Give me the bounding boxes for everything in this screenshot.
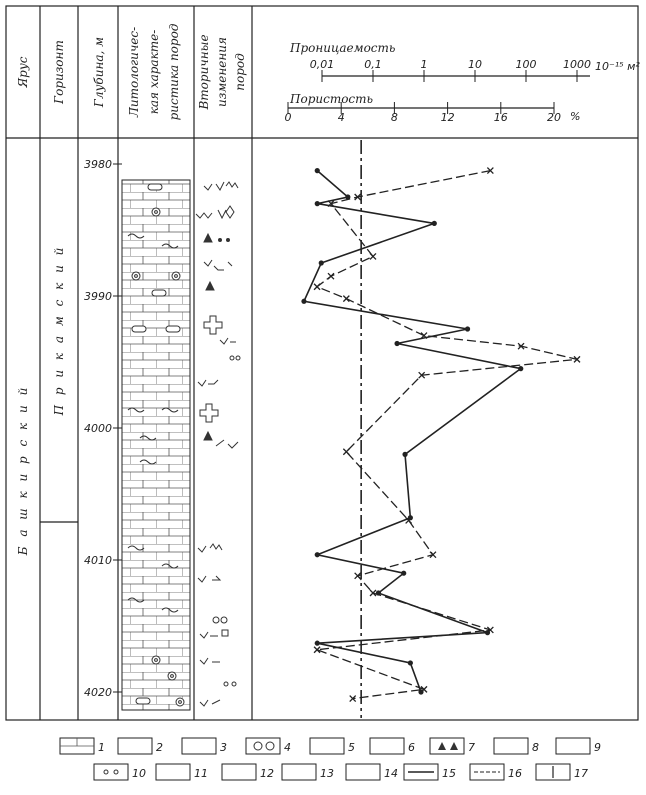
porosity-point	[465, 326, 470, 331]
legend-number: 14	[384, 767, 398, 780]
porosity-tick-label: 8	[390, 111, 398, 124]
legend-number: 9	[594, 741, 601, 754]
porosity-tick-label: 0	[284, 111, 292, 124]
legend-item	[60, 738, 105, 754]
legend-item	[494, 738, 539, 754]
legend-item	[310, 738, 355, 754]
porosity-point	[319, 260, 324, 265]
porosity-point	[408, 660, 413, 665]
porosity-point	[432, 221, 437, 226]
porosity-tick-label: 20	[547, 111, 561, 124]
column-headers	[16, 23, 247, 120]
legend-item	[556, 738, 601, 754]
header-stage: Ярус	[16, 56, 30, 88]
permeability-point	[314, 284, 320, 290]
porosity-title: Пористость	[290, 92, 374, 106]
nodule-symbol	[148, 184, 162, 190]
porosity-point	[518, 366, 523, 371]
legend-number: 4	[284, 741, 291, 754]
porosity-point	[401, 571, 406, 576]
legend-number: 11	[194, 767, 208, 780]
porosity-tick-label: 16	[493, 111, 508, 124]
legend-item	[222, 764, 274, 780]
permeability-tick-label: 0,1	[364, 58, 382, 71]
legend-number: 7	[468, 741, 475, 754]
legend	[60, 738, 601, 780]
legend-item	[182, 738, 227, 754]
legend-item	[346, 764, 398, 780]
legend-item	[470, 764, 522, 780]
header-secondary-3: пород	[233, 53, 247, 91]
permeability-point	[421, 686, 427, 692]
porosity-series-line	[304, 171, 521, 692]
header-depth: Глубина, м	[92, 36, 106, 108]
permeability-tick-label: 10	[468, 58, 482, 71]
porosity-point	[301, 299, 306, 304]
legend-number: 16	[508, 767, 522, 780]
porosity-point	[315, 552, 320, 557]
permeability-point	[370, 253, 376, 259]
permeability-point	[343, 296, 349, 302]
legend-item	[118, 738, 163, 754]
legend-number: 2	[156, 741, 163, 754]
legend-number: 8	[532, 741, 539, 754]
legend-number: 6	[408, 741, 415, 754]
header-lithology-2: кая характе-	[147, 29, 161, 115]
legend-number: 17	[574, 767, 588, 780]
chart-plot	[301, 140, 580, 718]
legend-number: 3	[220, 741, 227, 754]
legend-item	[282, 764, 334, 780]
header-lithology-3: ристика пород	[167, 23, 181, 121]
depth-ticks	[84, 158, 122, 699]
porosity-point	[315, 168, 320, 173]
header-secondary-1: Вторичные	[197, 34, 211, 110]
oolite-symbol	[152, 208, 160, 216]
stage-name: Б а ш к и р с к и й	[16, 384, 30, 556]
permeability-point	[328, 273, 334, 279]
legend-number: 15	[442, 767, 456, 780]
permeability-unit: 10⁻¹⁵ м²	[595, 60, 640, 73]
depth-tick-label: 3990	[84, 290, 112, 303]
legend-number: 1	[98, 741, 105, 754]
porosity-point	[315, 201, 320, 206]
legend-item	[246, 738, 291, 754]
legend-number: 13	[320, 767, 334, 780]
header-lithology-1: Литологичес-	[127, 26, 141, 118]
axis-header	[285, 41, 641, 124]
depth-tick-label: 3980	[84, 158, 112, 171]
porosity-unit: %	[570, 110, 581, 123]
secondary-alteration-symbols	[196, 182, 240, 706]
header-secondary-2: изменения	[215, 37, 229, 107]
legend-number: 12	[260, 767, 274, 780]
legend-item	[156, 764, 208, 780]
porosity-tick-label: 12	[440, 111, 455, 124]
legend-item	[430, 738, 475, 754]
horizon-name: П р и к а м с к и й	[52, 244, 66, 416]
porosity-point	[394, 341, 399, 346]
porosity-point	[315, 641, 320, 646]
permeability-ticks	[310, 58, 591, 82]
permeability-point	[343, 449, 349, 455]
depth-tick-label: 4000	[84, 422, 112, 435]
lithology-column	[122, 180, 190, 710]
header-horizon: Горизонт	[52, 40, 66, 104]
permeability-tick-label: 1000	[563, 58, 591, 71]
legend-number: 10	[132, 767, 146, 780]
legend-item	[536, 764, 588, 780]
permeability-series-line	[317, 171, 577, 699]
porosity-tick-label: 4	[337, 111, 345, 124]
depth-tick-label: 4010	[84, 554, 112, 567]
permeability-tick-label: 1	[420, 58, 428, 71]
permeability-title: Проницаемость	[290, 41, 396, 55]
permeability-tick-label: 0,01	[309, 58, 335, 71]
permeability-tick-label: 100	[515, 58, 537, 71]
porosity-point	[402, 452, 407, 457]
legend-number: 5	[348, 741, 355, 754]
legend-item	[370, 738, 415, 754]
permeability-point	[314, 647, 320, 653]
legend-item	[404, 764, 456, 780]
legend-item	[94, 764, 146, 780]
depth-tick-label: 4020	[84, 686, 112, 699]
